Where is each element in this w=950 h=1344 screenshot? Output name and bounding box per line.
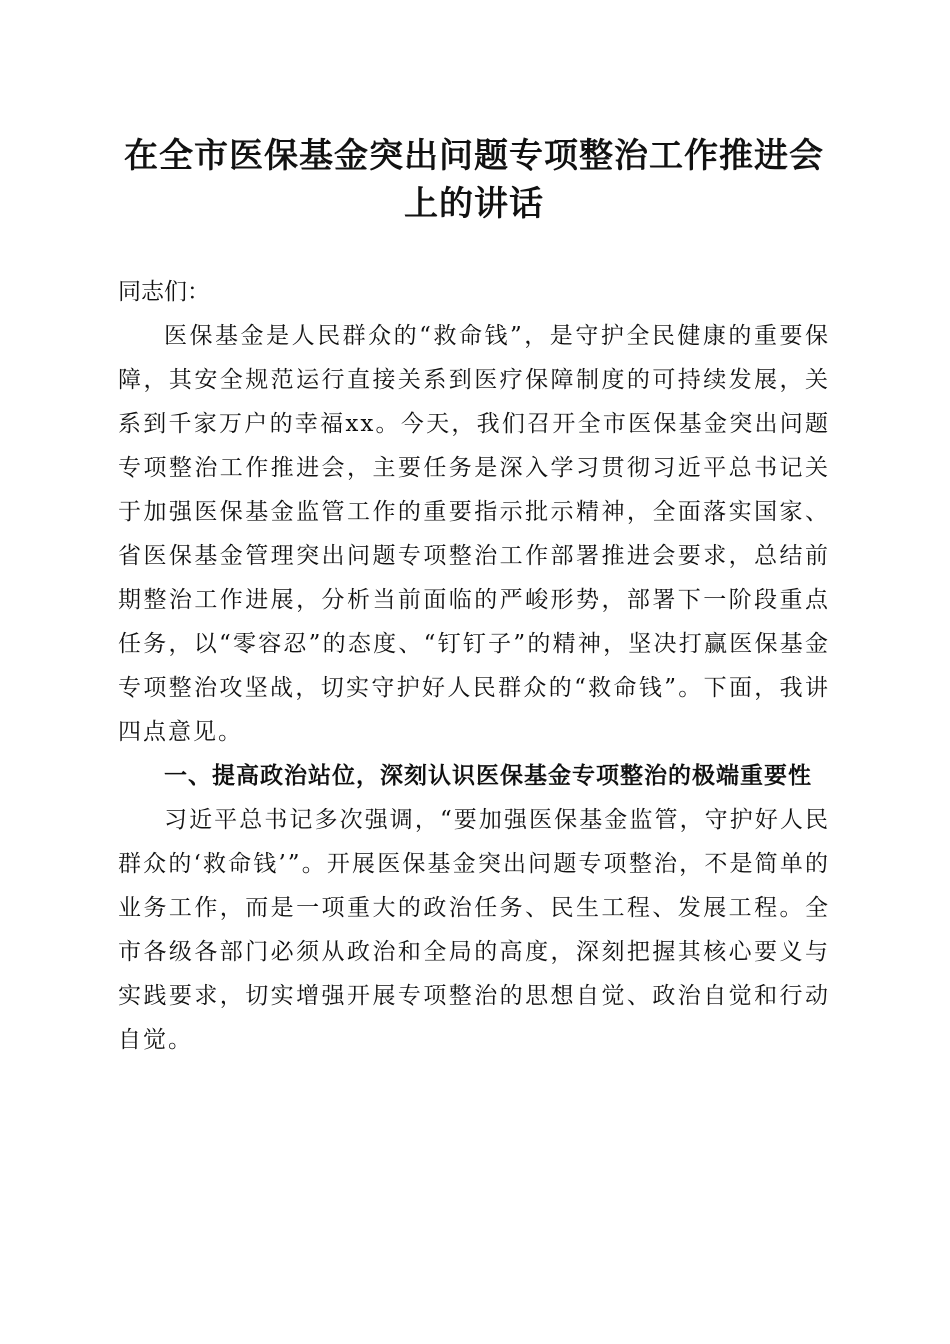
document-title: 在全市医保基金突出问题专项整治工作推进会上的讲话 xyxy=(124,136,824,224)
salutation: 同志们： xyxy=(118,279,210,305)
document-page xyxy=(118,132,830,1062)
intro-paragraph: 医保基金是人民群众的“救命钱”，是守护全民健康的重要保障，其安全规范运行直接关系到医疗保障制度的可持续发展，关系到千家万户的幸福xx。今天，我们召开全市医保基金突出问题专项整治工作推进会，主要任务是深入学习贯彻习近平总书记关于加强医保基金监管工作的重要指示批示精神，全面落实国家、省医保基金管理突出问题专项整治工作部署推进会要求，总结前期整治工作进展，分析当前面临的严峻形势，部署下一阶段重点任务，以“零容忍”的态度、“钉钉子”的精神，坚决打赢医保基金专项整治攻坚战，切实守护好人民群众的“救命钱”。下面，我讲四点意见。 xyxy=(118,323,830,745)
section-1-paragraph: 习近平总书记多次强调，“要加强医保基金监管，守护好人民群众的‘救命钱’”。开展医保基金突出问题专项整治，不是简单的业务工作，而是一项重大的政治任务、民生工程、发展工程。全市各级各部门必须从政治和全局的高度，深刻把握其核心要义与实践要求，切实增强开展专项整治的思想自觉、政治自觉和行动自觉。 xyxy=(118,807,830,1053)
section-heading-1: 一、提高政治站位，深刻认识医保基金专项整治的极端重要性 xyxy=(164,763,812,789)
